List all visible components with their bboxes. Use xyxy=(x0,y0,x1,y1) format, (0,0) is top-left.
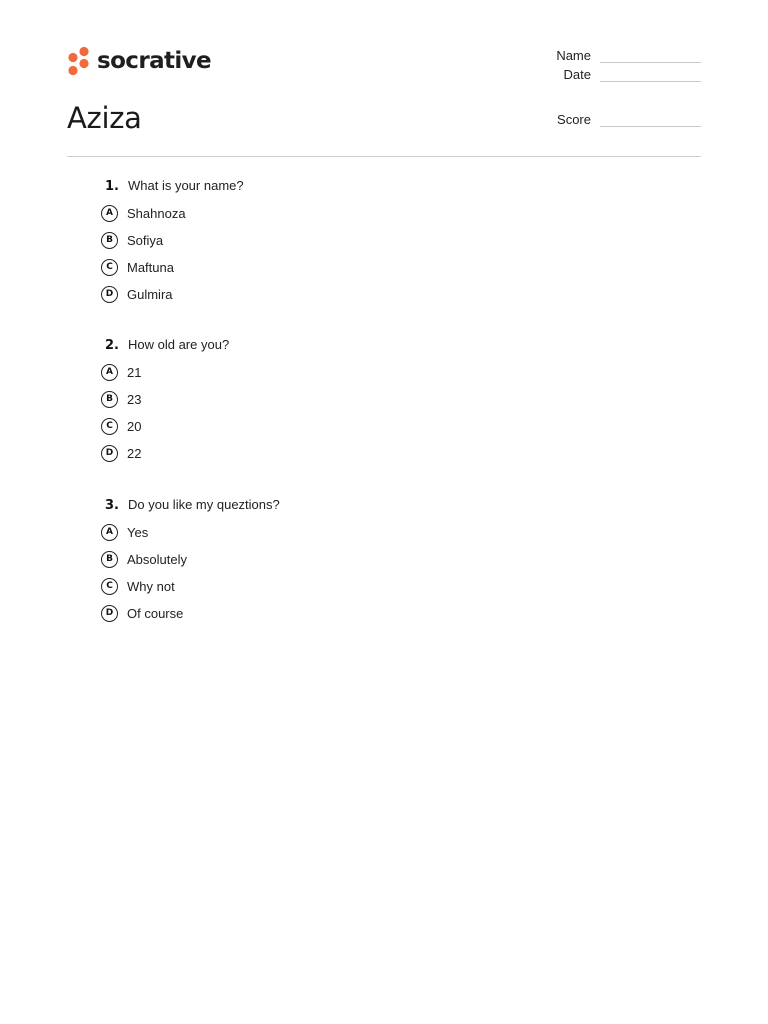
option-a[interactable] xyxy=(100,362,660,382)
option-text: Maftuna xyxy=(127,259,174,275)
score-blank-line xyxy=(600,115,701,127)
option-text: 22 xyxy=(127,445,142,461)
option-text: 20 xyxy=(127,418,142,434)
option-text: Yes xyxy=(127,524,149,540)
option-b[interactable] xyxy=(100,549,660,569)
question-1 xyxy=(100,178,660,304)
date-field xyxy=(531,67,701,82)
name-label: Name xyxy=(556,48,591,63)
answer-bubble[interactable]: D xyxy=(101,605,118,622)
answer-bubble[interactable]: C xyxy=(101,578,118,595)
option-d[interactable] xyxy=(100,603,660,623)
question-number: 3. xyxy=(105,498,119,513)
option-text: Gulmira xyxy=(127,286,173,302)
question-header xyxy=(100,497,660,517)
question-2 xyxy=(100,337,660,463)
option-text: Why not xyxy=(127,578,175,594)
question-number: 2. xyxy=(105,338,119,353)
quiz-title: Aziza xyxy=(67,101,142,135)
option-b[interactable] xyxy=(100,389,660,409)
socrative-logo xyxy=(67,45,211,79)
question-text: How old are you? xyxy=(128,337,230,352)
answer-bubble[interactable]: C xyxy=(101,259,118,276)
option-a[interactable] xyxy=(100,522,660,542)
answer-bubble[interactable]: A xyxy=(101,364,118,381)
option-d[interactable] xyxy=(100,443,660,463)
answer-bubble[interactable]: B xyxy=(101,551,118,568)
question-header xyxy=(100,337,660,357)
option-text: Shahnoza xyxy=(127,205,186,221)
score-label: Score xyxy=(557,112,591,127)
option-c[interactable] xyxy=(100,416,660,436)
name-blank-line xyxy=(600,51,701,63)
question-text: What is your name? xyxy=(128,178,244,193)
question-number: 1. xyxy=(105,179,119,194)
question-text: Do you like my queztions? xyxy=(128,497,280,512)
option-text: 23 xyxy=(127,391,142,407)
answer-bubble[interactable]: A xyxy=(101,205,118,222)
date-blank-line xyxy=(600,70,701,82)
option-b[interactable] xyxy=(100,230,660,250)
answer-bubble[interactable]: B xyxy=(101,232,118,249)
brand-name: socrative xyxy=(97,48,212,74)
option-text: Absolutely xyxy=(127,551,187,567)
answer-bubble[interactable]: D xyxy=(101,286,118,303)
answer-bubble[interactable]: A xyxy=(101,524,118,541)
option-text: 21 xyxy=(127,364,142,380)
answer-bubble[interactable]: C xyxy=(101,418,118,435)
score-field xyxy=(531,112,701,127)
option-c[interactable] xyxy=(100,257,660,277)
question-header xyxy=(100,178,660,198)
question-3 xyxy=(100,497,660,623)
answer-bubble[interactable]: D xyxy=(101,445,118,462)
option-d[interactable] xyxy=(100,284,660,304)
option-text: Of course xyxy=(127,605,184,621)
option-c[interactable] xyxy=(100,576,660,596)
option-a[interactable] xyxy=(100,203,660,223)
option-text: Sofiya xyxy=(127,232,164,248)
answer-bubble[interactable]: B xyxy=(101,391,118,408)
header-divider xyxy=(67,156,701,157)
socrative-dots-logo-icon xyxy=(67,46,91,78)
date-label: Date xyxy=(563,67,591,82)
name-field xyxy=(531,48,701,63)
